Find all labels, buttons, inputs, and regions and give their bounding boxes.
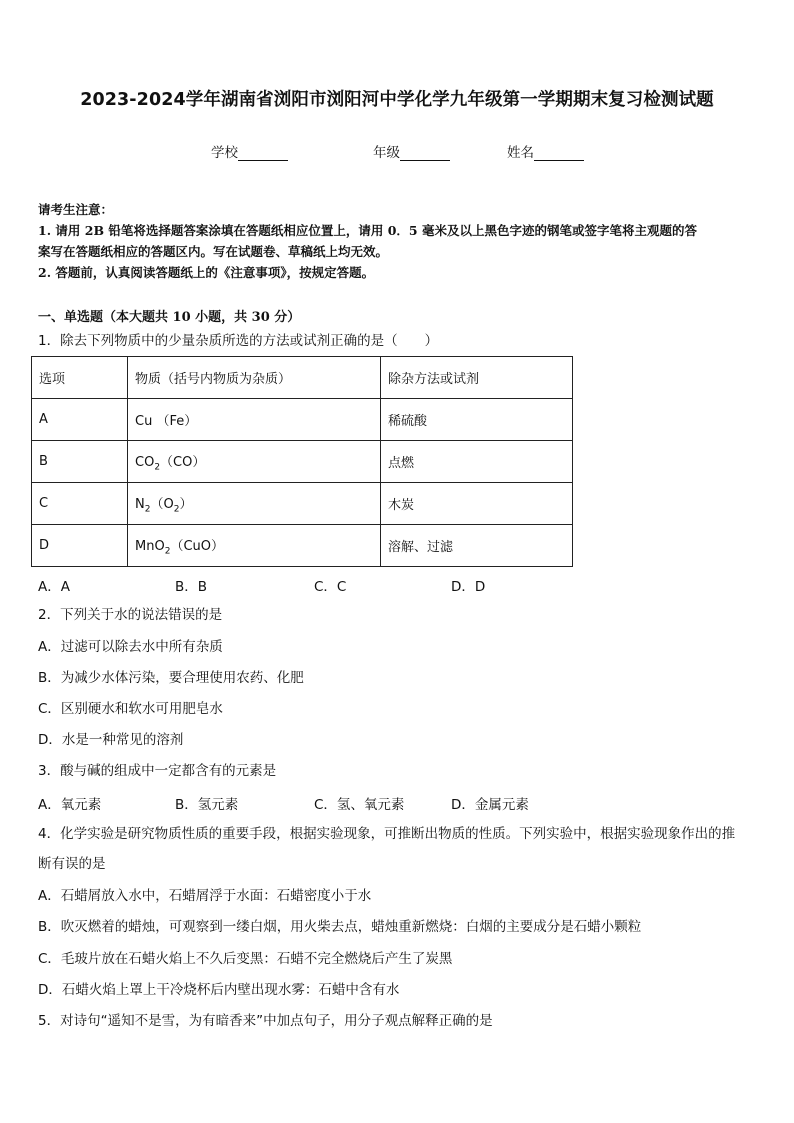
school-label: 学校 (211, 145, 238, 161)
table-cell-option: A (32, 399, 128, 441)
question-4-stem-line-2: 断有误的是 (38, 856, 106, 872)
question-3-stem: 3．酸与碱的组成中一定都含有的元素是 (38, 763, 277, 779)
question-5-stem: 5．对诗句“遥知不是雪，为有暗香来”中加点句子，用分子观点解释正确的是 (38, 1013, 493, 1029)
grade-label: 年级 (373, 145, 400, 161)
grade-field[interactable] (373, 141, 450, 161)
question-2-stem: 2．下列关于水的说法错误的是 (38, 607, 223, 623)
answer-option-a[interactable]: A．过滤可以除去水中所有杂质 (38, 639, 223, 655)
table-cell-substance: MnO$_2$（CuO） (128, 525, 381, 567)
answer-option-c[interactable]: C．毛玻片放在石蜡火焰上不久后变黑：石蜡不完全燃烧后产生了炭黑 (38, 951, 453, 967)
answer-option-b[interactable]: B．B (175, 579, 208, 595)
table-cell-option: C (32, 483, 128, 525)
answer-option-c[interactable]: C．C (314, 579, 347, 595)
table-row (32, 399, 573, 441)
table-header-cell: 除杂方法或试剂 (381, 357, 573, 399)
question-4-stem-line-1: 4．化学实验是研究物质性质的重要手段，根据实验现象，可推断出物质的性质。下列实验中，根据实验现象作出的推 (38, 826, 736, 842)
answer-option-b[interactable]: B．为减少水体污染，要合理使用农药、化肥 (38, 670, 304, 686)
table-cell-method: 点燃 (381, 441, 573, 483)
answer-option-d[interactable]: D．D (451, 579, 486, 595)
answer-option-d[interactable]: D．金属元素 (451, 797, 529, 813)
answer-option-a[interactable]: A．A (38, 579, 70, 595)
table-header-row (32, 357, 573, 399)
name-field[interactable] (507, 141, 584, 161)
answer-option-b[interactable]: B．氢元素 (175, 797, 239, 813)
answer-option-d[interactable]: D．水是一种常见的溶剂 (38, 732, 184, 748)
school-field[interactable] (211, 141, 288, 161)
question-1-table (31, 356, 573, 567)
answer-option-a[interactable]: A．石蜡屑放入水中，石蜡屑浮于水面：石蜡密度小于水 (38, 888, 372, 904)
exam-title: 2023-2024学年湖南省浏阳市浏阳河中学化学九年级第一学期期末复习检测试题 (80, 90, 714, 110)
table-cell-method: 稀硫酸 (381, 399, 573, 441)
notice-item-2: 2. 答题前，认真阅读答题纸上的《注意事项》，按规定答题。 (38, 265, 375, 280)
question-1-options (38, 575, 758, 595)
student-info-row (0, 141, 794, 161)
table-cell-substance: $CO_2(CO)$ (128, 441, 381, 483)
notice-item-1-line-2: 案写在答题纸相应的答题区内。写在试题卷、草稿纸上均无效。 (38, 244, 389, 259)
table-header-cell: 选项 (32, 357, 128, 399)
table-header-cell: 物质（括号内物质为杂质） (128, 357, 381, 399)
table-cell-substance: $N_2(O_2)$ (128, 483, 381, 525)
table-cell-option: D (32, 525, 128, 567)
answer-option-b[interactable]: B．吹灭燃着的蜡烛，可观察到一缕白烟，用火柴去点，蜡烛重新燃烧：白烟的主要成分是石蜡小颗粒 (38, 919, 642, 935)
answer-option-a[interactable]: A．氧元素 (38, 797, 102, 813)
question-1-stem: 1．除去下列物质中的少量杂质所选的方法或试剂正确的是（ ） (38, 333, 439, 349)
section-heading: 一、单选题（本大题共 10 小题，共 30 分） (38, 310, 301, 325)
answer-option-d[interactable]: D．石蜡火焰上罩上干冷烧杯后内壁出现水雾：石蜡中含有水 (38, 982, 400, 998)
question-3-options (38, 793, 758, 813)
answer-option-c[interactable]: C．氢、氧元素 (314, 797, 405, 813)
notice-heading: 请考生注意： (38, 202, 114, 217)
table-cell-method: 溶解、过滤 (381, 525, 573, 567)
table-row (32, 441, 573, 483)
name-label: 姓名 (507, 145, 534, 161)
table-row (32, 483, 573, 525)
table-cell-option: B (32, 441, 128, 483)
table-row (32, 525, 573, 567)
table-cell-substance: Cu （Fe） (128, 399, 381, 441)
answer-option-c[interactable]: C．区别硬水和软水可用肥皂水 (38, 701, 223, 717)
notice-item-1-line-1: 1. 请用 2B 铅笔将选择题答案涂填在答题纸相应位置上，请用 0．5 毫米及以上黑色字迹的钢笔或签字笔将主观题的答 (38, 223, 697, 238)
table-cell-method: 木炭 (381, 483, 573, 525)
